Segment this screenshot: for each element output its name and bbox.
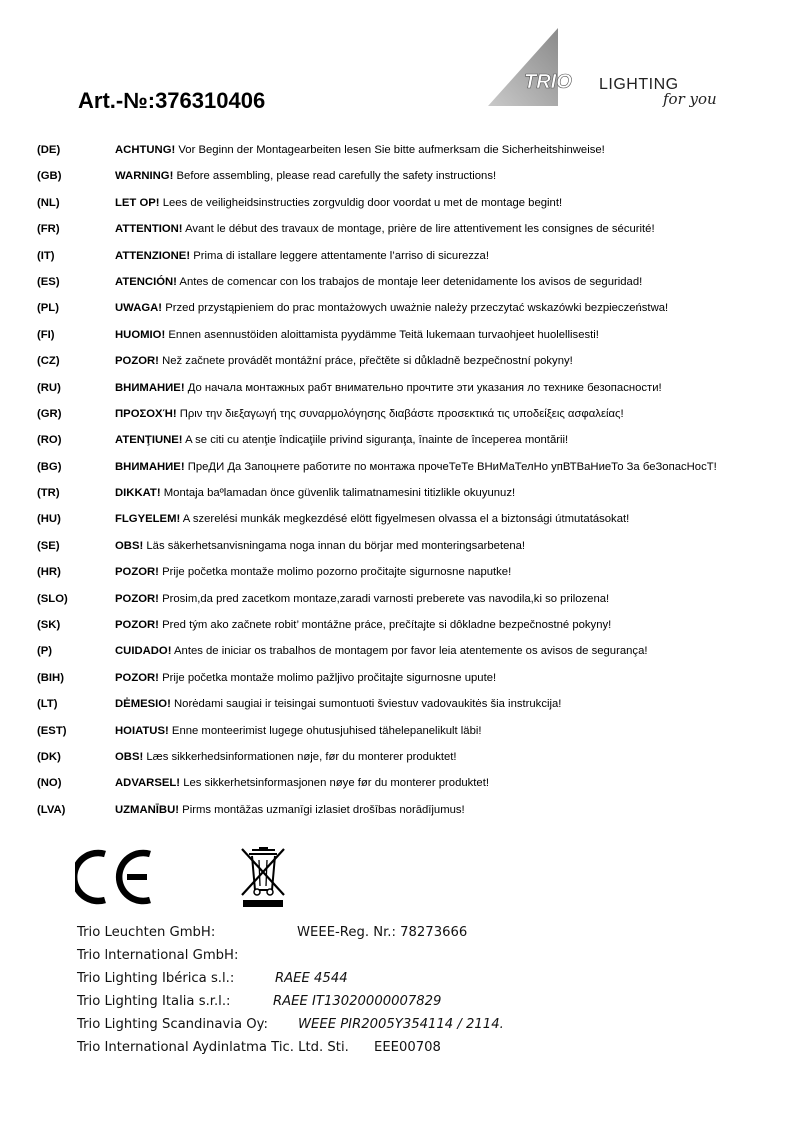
warning-body: Norėdami saugiai ir teisingai sumontuoti šviestuv vadovaukitės šia instrukcija! (170, 698, 562, 711)
warning-body: Antes de comencar con los trabajos de montaje leer detenidamente los avisos de seguridad! (176, 275, 643, 288)
trio-logo (486, 26, 726, 118)
warning-keyword: DĖMESIO! (115, 698, 171, 711)
warning-keyword: POZOR! (115, 355, 159, 368)
language-code: (LT) (37, 698, 58, 711)
warning-row (37, 249, 767, 275)
registration-number: WEEE-Reg. Nr.: 78273666 (297, 925, 468, 940)
warning-text (115, 671, 496, 685)
warning-row (37, 697, 767, 723)
warning-keyword: UWAGA! (115, 302, 163, 315)
warning-row (37, 222, 767, 248)
registration-number: EEE00708 (374, 1040, 441, 1055)
warning-keyword: ACHTUNG! (115, 144, 176, 156)
warning-body: Læs sikkerhedsinformationen nøje, før du monterer produktet! (143, 750, 457, 763)
language-code: (CZ) (37, 355, 60, 368)
warning-text (115, 169, 496, 183)
language-code: (IT) (37, 249, 55, 262)
warning-keyword: POZOR! (115, 592, 159, 605)
warning-text (115, 776, 489, 790)
language-code: (LVA) (37, 803, 66, 816)
warning-text (115, 697, 561, 711)
warning-row (37, 486, 767, 512)
warning-row (37, 750, 767, 776)
warning-row (37, 354, 767, 380)
warning-row (37, 512, 767, 538)
warning-row (37, 328, 767, 354)
language-code: (NL) (37, 196, 60, 209)
warning-text (115, 486, 515, 500)
warning-row (37, 143, 767, 169)
warning-row (37, 275, 767, 301)
warning-row (37, 803, 767, 829)
warning-row (37, 460, 767, 486)
warning-keyword: POZOR! (115, 566, 159, 579)
language-code: (RO) (37, 434, 62, 447)
warning-keyword: ATENCIÓN! (115, 275, 177, 288)
warning-body: Pred tým ako začnete robit’ montážne práce, prečítajte si dôkladne bezpečnostné pokyny! (158, 619, 612, 632)
warning-row (37, 433, 767, 459)
warning-keyword: OBS! (115, 539, 144, 552)
warning-text (115, 433, 568, 447)
company-name: Trio Lighting Ibérica s.l.: (77, 971, 235, 986)
warning-row (37, 196, 767, 222)
language-code: (RU) (37, 381, 61, 394)
warning-text (115, 644, 648, 658)
warning-text (115, 249, 489, 263)
warning-text (115, 460, 717, 474)
warning-body: A se citi cu atenţie îndicaţiile privind siguranţa, înainte de începerea montării! (182, 434, 569, 447)
warning-keyword: ATTENTION! (115, 223, 183, 236)
warning-text (115, 275, 642, 289)
warning-body: Avant le début des travaux de montage, prière de lire attentivement les consignes de sécurité! (182, 223, 655, 236)
warning-body: Prosim,da pred zacetkom montaze,zaradi varnosti preberete vas navodila,ki so prilozena! (158, 592, 610, 605)
language-code: (EST) (37, 724, 67, 737)
logo-tagline: LIGHTING (599, 76, 679, 93)
warning-body: Antes de iniciar os trabalhos de montagem por favor leia atentemente os avisos de segurança! (171, 645, 648, 658)
warning-keyword: ВНИМАНИЕ! (115, 381, 185, 394)
warning-text (115, 301, 668, 315)
warning-keyword: POZOR! (115, 671, 159, 684)
crossed-bin-icon (239, 846, 287, 908)
warning-keyword: CUIDADO! (115, 645, 172, 658)
warning-row (37, 301, 767, 327)
warning-row (37, 592, 767, 618)
company-name: Trio lnternational GmbH: (77, 948, 239, 963)
footer-row (77, 1016, 777, 1039)
warning-keyword: POZOR! (115, 619, 159, 632)
language-code: (PL) (37, 302, 59, 315)
warning-body: Before assembling, please read carefully the safety instructions! (173, 170, 497, 183)
warning-keyword: ВНИМАНИЕ! (115, 460, 185, 473)
logo-brand: TRIO (524, 71, 572, 93)
language-code: (HU) (37, 513, 61, 526)
warning-text (115, 618, 611, 632)
language-code: (FR) (37, 223, 60, 236)
footer-row (77, 924, 777, 947)
warning-row (37, 618, 767, 644)
warning-body: Πριν την διεξαγωγή της συναρμολόγησης διαβάστε προσεκτικά τις υποδείξεις ασφαλείας! (176, 407, 624, 420)
warning-keyword: OBS! (115, 750, 144, 763)
warning-keyword: FLGYELEM! (115, 513, 181, 526)
warning-body: Prije početka montaže molimo pozorno pročitajte sigurnosne naputke! (158, 566, 512, 579)
footer-row (77, 947, 777, 970)
warning-body: Montaja baºlamadan önce güvenlik talimatnamesini titizlikle okuyunuz! (160, 487, 516, 500)
warning-body: Ennen asennustöiden aloittamista pyydämme Teitä lukemaan turvaohjeet huolellisesti! (165, 328, 599, 341)
language-code: (TR) (37, 487, 60, 500)
warning-body: Les sikkerhetsinformasjonen nøye før du monterer produktet! (180, 777, 489, 790)
company-name: Trio International Aydinlatma Tic. Ltd. Sti. (77, 1040, 349, 1055)
language-code: (GB) (37, 170, 62, 183)
logo-tagline-sub: for you (663, 90, 717, 108)
warning-row (37, 724, 767, 750)
warning-body: A szerelési munkák megkezdésé elött figyelmesen olvassa el a biztonsági útmutatásokat! (180, 513, 630, 526)
company-name: Trio Lighting Scandinavia Oy: (77, 1017, 268, 1032)
language-code: (NO) (37, 777, 62, 790)
warning-keyword: ΠΡΟΣΟΧΉ! (115, 407, 177, 420)
ce-mark-icon (75, 848, 155, 906)
warning-keyword: DIKKAT! (115, 487, 161, 500)
warning-keyword: UZMANĪBU! (115, 803, 180, 816)
warning-body: Pirms montāžas uzmanīgi izlasiet drošības norādījumus! (179, 803, 465, 816)
registration-footer (77, 924, 777, 1062)
language-code: (ES) (37, 275, 60, 288)
warning-body: До начала монтажных рабт внимательно прочтите эти указания ло технике безопасности! (184, 381, 662, 394)
footer-row (77, 1039, 777, 1062)
language-code: (HR) (37, 566, 61, 579)
registration-number: WEEE PIR2005Y354114 / 2114. (298, 1017, 504, 1032)
warning-text (115, 196, 562, 210)
warning-text (115, 512, 629, 526)
warning-keyword: ATTENZIONE! (115, 249, 191, 262)
warning-row (37, 539, 767, 565)
language-code: (GR) (37, 407, 62, 420)
warning-body: Vor Beginn der Montagearbeiten lesen Sie bitte aufmerksam die Sicherheitshinweise! (175, 144, 605, 156)
warning-body: ПреДИ Да Запоцнете работите по монтажа прочеТеТе ВНиМаТелНо упВТВаНиеТо За беЗопасНосТ! (184, 460, 717, 473)
warning-row (37, 671, 767, 697)
warning-body: Lees de veiligheidsinstructies zorgvuldig door voordat u met de montage begint! (159, 196, 563, 209)
warning-keyword: WARNING! (115, 170, 174, 183)
footer-row (77, 970, 777, 993)
warning-body: Przed przystąpieniem do prac montażowych uważnie należy przeczytać wskazówki bezpieczeństwa! (162, 302, 669, 315)
safety-warnings-list (37, 143, 767, 829)
language-code: (DE) (37, 144, 61, 156)
warning-row (37, 644, 767, 670)
language-code: (BG) (37, 460, 62, 473)
warning-text (115, 381, 662, 395)
warning-text (115, 407, 624, 421)
language-code: (FI) (37, 328, 55, 341)
warning-text (115, 724, 482, 738)
warning-keyword: HUOMIO! (115, 328, 166, 341)
warning-row (37, 169, 767, 195)
language-code: (BIH) (37, 671, 64, 684)
company-name: Trio Lighting Italia s.r.l.: (77, 994, 231, 1009)
warning-text (115, 539, 525, 553)
warning-text (115, 354, 573, 368)
warning-text (115, 328, 599, 342)
warning-keyword: LET OP! (115, 196, 160, 209)
footer-row (77, 993, 777, 1016)
warning-text (115, 750, 457, 764)
language-code: (SE) (37, 539, 60, 552)
language-code: (DK) (37, 750, 61, 763)
warning-body: Než začnete provádět montážní práce, přečtěte si důkladně bezpečnostní pokyny! (158, 355, 573, 368)
warning-keyword: HOIATUS! (115, 724, 169, 737)
warning-text (115, 222, 655, 236)
warning-body: Prije početka montaže molimo pažljivo pročitajte sigurnosne upute! (158, 671, 497, 684)
warning-body: Prima di istallare leggere attentamente l’arriso di sicurezza! (190, 249, 489, 262)
warning-text (115, 803, 465, 817)
warning-row (37, 381, 767, 407)
warning-body: Enne monteerimist lugege ohutusjuhised tähelepanelikult läbi! (168, 724, 482, 737)
language-code: (SK) (37, 619, 61, 632)
warning-text (115, 143, 605, 157)
warning-keyword: ADVARSEL! (115, 777, 181, 790)
warning-row (37, 407, 767, 433)
company-name: Trio Leuchten GmbH: (77, 925, 216, 940)
warning-text (115, 565, 511, 579)
language-code: (SLO) (37, 592, 68, 605)
article-number: Art.-№:376310406 (78, 88, 266, 113)
warning-body: Läs säkerhetsanvisningama noga innan du börjar med monteringsarbetena! (143, 539, 526, 552)
language-code: (P) (37, 645, 53, 658)
warning-keyword: ATENŢIUNE! (115, 434, 183, 447)
warning-text (115, 592, 609, 606)
registration-number: RAEE IT13020000007829 (273, 994, 442, 1009)
warning-row (37, 776, 767, 802)
registration-number: RAEE 4544 (275, 971, 348, 986)
warning-row (37, 565, 767, 591)
